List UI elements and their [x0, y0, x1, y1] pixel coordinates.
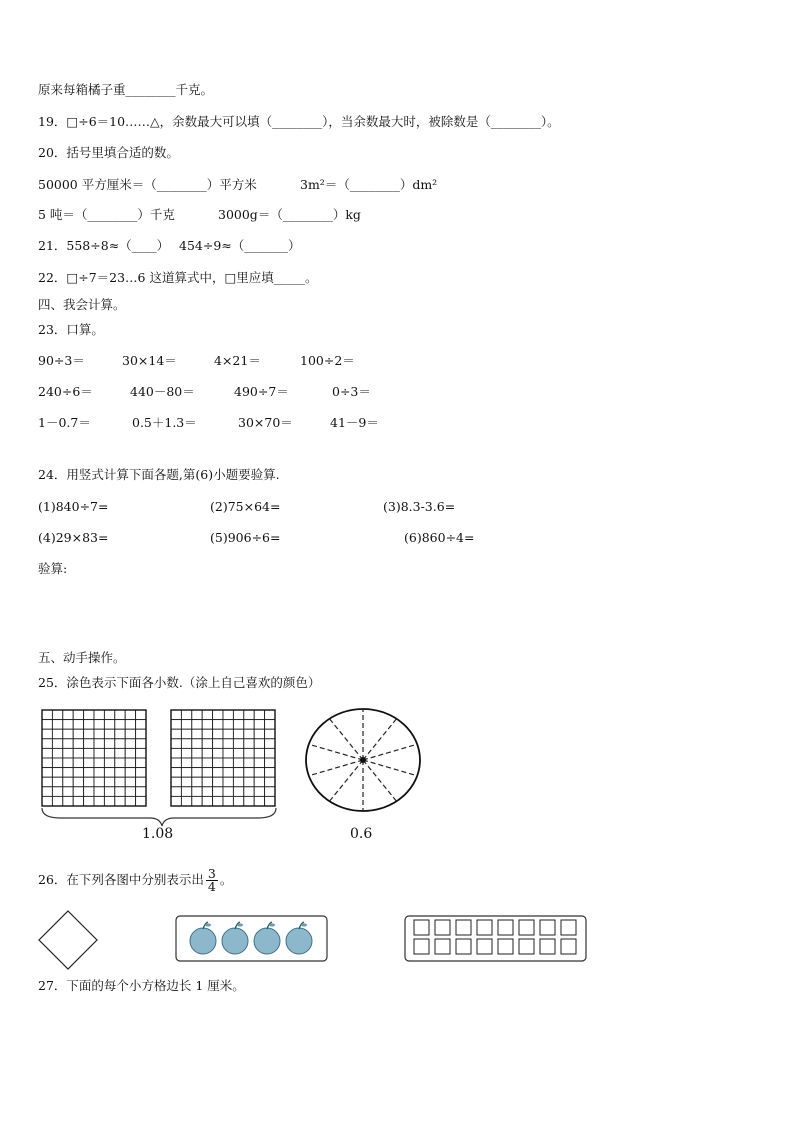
grid-cell[interactable]: [42, 777, 52, 787]
grid-cell[interactable]: [202, 720, 212, 730]
grid-cell[interactable]: [63, 796, 73, 806]
grid-cell[interactable]: [181, 748, 191, 758]
grid-cell[interactable]: [244, 777, 254, 787]
grid-cell[interactable]: [84, 777, 94, 787]
grid-cell[interactable]: [223, 796, 233, 806]
grid-cell[interactable]: [265, 787, 275, 797]
grid-cell[interactable]: [104, 768, 114, 778]
grid-cell[interactable]: [181, 729, 191, 739]
grid-cell[interactable]: [104, 748, 114, 758]
small-square[interactable]: [498, 920, 513, 935]
q23-r2c3: 490÷7＝: [234, 384, 289, 399]
grid-cell[interactable]: [233, 777, 243, 787]
grid-cell[interactable]: [42, 796, 52, 806]
small-square[interactable]: [456, 920, 471, 935]
small-square[interactable]: [456, 939, 471, 954]
grid-cell[interactable]: [254, 758, 264, 768]
grid-cell[interactable]: [254, 710, 264, 720]
q24-title: 24．用竖式计算下面各题,第(6)小题要验算.: [38, 467, 280, 482]
grid-cell[interactable]: [192, 777, 202, 787]
grid-cell[interactable]: [73, 710, 83, 720]
grid-cell[interactable]: [213, 768, 223, 778]
grid-cell[interactable]: [73, 748, 83, 758]
grid-cell[interactable]: [115, 710, 125, 720]
grid-cell[interactable]: [104, 796, 114, 806]
grid-cell[interactable]: [233, 768, 243, 778]
grid-cell[interactable]: [192, 768, 202, 778]
grid-cell[interactable]: [73, 768, 83, 778]
grid-cell[interactable]: [223, 758, 233, 768]
grid-cell[interactable]: [181, 768, 191, 778]
grid-cell[interactable]: [73, 758, 83, 768]
grid-cell[interactable]: [73, 720, 83, 730]
grid-cell[interactable]: [73, 777, 83, 787]
grid-cell[interactable]: [181, 758, 191, 768]
grid-cell[interactable]: [171, 758, 181, 768]
q23-r1c4: 100÷2＝: [300, 353, 355, 368]
grid-cell[interactable]: [202, 777, 212, 787]
small-square[interactable]: [519, 920, 534, 935]
q18-text: 原来每箱橘子重________千克。: [38, 82, 214, 97]
grid-cell[interactable]: [171, 796, 181, 806]
grid-cell[interactable]: [115, 787, 125, 797]
q23-r3c4: 41－9＝: [330, 415, 379, 430]
grid-cell[interactable]: [213, 710, 223, 720]
small-squares-box[interactable]: [404, 915, 588, 963]
q21-b: 454÷9≈（_______）: [179, 238, 301, 253]
q24-p3: (3)8.3-3.6=: [383, 499, 456, 514]
grid-cell[interactable]: [52, 739, 62, 749]
grid-cell[interactable]: [265, 739, 275, 749]
small-square[interactable]: [498, 939, 513, 954]
small-square[interactable]: [540, 939, 555, 954]
grid-cell[interactable]: [202, 796, 212, 806]
grid-cell[interactable]: [52, 729, 62, 739]
grid-value-label: 1.08: [142, 826, 174, 842]
q23-r2c1: 240÷6＝: [38, 384, 93, 399]
grid-cell[interactable]: [125, 739, 135, 749]
grid-cell[interactable]: [42, 739, 52, 749]
grid-cell[interactable]: [265, 768, 275, 778]
squares-box-border: [405, 916, 586, 961]
grid-cell[interactable]: [213, 739, 223, 749]
grid-cell[interactable]: [171, 748, 181, 758]
grid-cell[interactable]: [213, 796, 223, 806]
grid-cell[interactable]: [63, 739, 73, 749]
q22-text: 22．□÷7＝23…6 这道算式中，□里应填_____。: [38, 270, 318, 285]
grid-cell[interactable]: [94, 710, 104, 720]
q20-row1-b: 3m²＝（________）dm²: [300, 177, 438, 192]
grid-cell[interactable]: [63, 768, 73, 778]
grid-cell[interactable]: [42, 787, 52, 797]
grid-cell[interactable]: [42, 729, 52, 739]
q24-p6: (6)860÷4=: [404, 530, 475, 545]
circle-center-dot: [360, 757, 366, 763]
grid-cell[interactable]: [94, 748, 104, 758]
grid-cell[interactable]: [104, 710, 114, 720]
grid-cell[interactable]: [84, 720, 94, 730]
grid-cell[interactable]: [202, 758, 212, 768]
grid-cell[interactable]: [171, 777, 181, 787]
grid-cell[interactable]: [63, 710, 73, 720]
grid-cell[interactable]: [94, 729, 104, 739]
q23-r3c1: 1－0.7＝: [38, 415, 91, 430]
grid-cell[interactable]: [136, 777, 146, 787]
grid-cell[interactable]: [84, 768, 94, 778]
grid-cell[interactable]: [192, 796, 202, 806]
q20-row2-b: 3000g＝（________）kg: [218, 207, 361, 222]
grid-cell[interactable]: [233, 748, 243, 758]
grid-cell[interactable]: [52, 710, 62, 720]
grid-cell[interactable]: [223, 720, 233, 730]
small-square[interactable]: [540, 920, 555, 935]
grid-cell[interactable]: [223, 729, 233, 739]
grid-cell[interactable]: [94, 739, 104, 749]
grid-cell[interactable]: [115, 777, 125, 787]
grid-cell[interactable]: [84, 710, 94, 720]
grid-cell[interactable]: [202, 787, 212, 797]
q20-row2-a: 5 吨＝（________）千克: [38, 207, 175, 222]
grid-cell[interactable]: [244, 796, 254, 806]
grid-cell[interactable]: [223, 777, 233, 787]
grid-cell[interactable]: [171, 729, 181, 739]
grid-cell[interactable]: [115, 739, 125, 749]
grid-cell[interactable]: [265, 729, 275, 739]
grid-cell[interactable]: [265, 777, 275, 787]
grid-cell[interactable]: [104, 720, 114, 730]
grid-cell[interactable]: [213, 758, 223, 768]
grid-cell[interactable]: [213, 720, 223, 730]
q24-p2: (2)75×64=: [210, 499, 281, 514]
grid-cell[interactable]: [115, 758, 125, 768]
grid-cell[interactable]: [136, 758, 146, 768]
grid-cell[interactable]: [104, 787, 114, 797]
grid-cell[interactable]: [213, 729, 223, 739]
q25-title: 25．涂色表示下面各小数.（涂上自己喜欢的颜色）: [38, 675, 321, 690]
q23-r2c4: 0÷3＝: [332, 384, 371, 399]
diamond-shape[interactable]: [37, 909, 99, 971]
q23-r3c2: 0.5＋1.3＝: [132, 415, 197, 430]
grid-cell[interactable]: [42, 768, 52, 778]
grid-cell[interactable]: [52, 777, 62, 787]
grid-cell[interactable]: [181, 720, 191, 730]
grid-cell[interactable]: [254, 720, 264, 730]
grid-cell[interactable]: [104, 777, 114, 787]
grid-cell[interactable]: [233, 787, 243, 797]
grid-cell[interactable]: [233, 720, 243, 730]
grid-cell[interactable]: [244, 768, 254, 778]
grid-cell[interactable]: [125, 796, 135, 806]
fraction-numerator: 3: [207, 866, 216, 881]
grid-cell[interactable]: [115, 796, 125, 806]
section5-heading: 五、动手操作。: [38, 650, 126, 665]
fraction-denominator: 4: [207, 879, 216, 894]
grid-cell[interactable]: [52, 796, 62, 806]
grid-cell[interactable]: [254, 748, 264, 758]
grid-cell[interactable]: [73, 729, 83, 739]
grid-cell[interactable]: [52, 748, 62, 758]
grid-cell[interactable]: [63, 748, 73, 758]
circle-value-label: 0.6: [350, 826, 373, 842]
grid-cell[interactable]: [63, 720, 73, 730]
grid-cell[interactable]: [63, 787, 73, 797]
q23-r3c3: 30×70＝: [238, 415, 293, 430]
grid-cell[interactable]: [63, 777, 73, 787]
grid-cell[interactable]: [265, 710, 275, 720]
grid-cell[interactable]: [94, 768, 104, 778]
q21-a: 21．558÷8≈（____）: [38, 238, 170, 253]
grid-cell[interactable]: [94, 758, 104, 768]
grid-cell[interactable]: [233, 758, 243, 768]
grid-cell[interactable]: [202, 710, 212, 720]
small-square[interactable]: [477, 939, 492, 954]
grid-cell[interactable]: [181, 796, 191, 806]
grid-cell[interactable]: [265, 758, 275, 768]
grid-cell[interactable]: [244, 710, 254, 720]
q26-prefix: 26．在下列各图中分别表示出: [38, 872, 204, 887]
grid-cell[interactable]: [73, 796, 83, 806]
grid-cell[interactable]: [125, 787, 135, 797]
grid-cell[interactable]: [244, 758, 254, 768]
grid-cell[interactable]: [213, 777, 223, 787]
small-square[interactable]: [477, 920, 492, 935]
divided-circle[interactable]: [303, 706, 423, 814]
q23-r2c2: 440－80＝: [130, 384, 195, 399]
grid-cell[interactable]: [202, 729, 212, 739]
grid-cell[interactable]: [233, 729, 243, 739]
grid-cell[interactable]: [84, 796, 94, 806]
grid-cell[interactable]: [94, 777, 104, 787]
grid-cell[interactable]: [192, 720, 202, 730]
grid-cell[interactable]: [171, 739, 181, 749]
grid-cell[interactable]: [254, 777, 264, 787]
grid-cell[interactable]: [136, 796, 146, 806]
q23-r1c3: 4×21＝: [214, 353, 261, 368]
grid-cell[interactable]: [254, 729, 264, 739]
grid-cell[interactable]: [115, 720, 125, 730]
grid-cell[interactable]: [202, 748, 212, 758]
q24-p1: (1)840÷7=: [38, 499, 109, 514]
grid-cell[interactable]: [171, 787, 181, 797]
grid-cell[interactable]: [115, 729, 125, 739]
q23-title: 23．口算。: [38, 322, 104, 337]
grid-cell[interactable]: [181, 787, 191, 797]
grid-cell[interactable]: [52, 720, 62, 730]
grid-cell[interactable]: [104, 729, 114, 739]
hundred-grid-2[interactable]: [170, 709, 276, 807]
grid-cell[interactable]: [84, 758, 94, 768]
small-square[interactable]: [435, 939, 450, 954]
grid-cell[interactable]: [192, 748, 202, 758]
grid-cell[interactable]: [223, 710, 233, 720]
grid-cell[interactable]: [265, 796, 275, 806]
grid-cell[interactable]: [42, 758, 52, 768]
grid-cell[interactable]: [254, 739, 264, 749]
grid-cell[interactable]: [125, 720, 135, 730]
grid-cell[interactable]: [192, 787, 202, 797]
grid-cell[interactable]: [213, 787, 223, 797]
grid-cell[interactable]: [244, 720, 254, 730]
grid-cell[interactable]: [136, 768, 146, 778]
q23-r1c1: 90÷3＝: [38, 353, 85, 368]
grid-cell[interactable]: [171, 720, 181, 730]
small-square[interactable]: [561, 920, 576, 935]
grid-cell[interactable]: [192, 710, 202, 720]
q24-p5: (5)906÷6=: [210, 530, 281, 545]
grid-cell[interactable]: [244, 787, 254, 797]
grid-cell[interactable]: [94, 720, 104, 730]
grid-cell[interactable]: [244, 739, 254, 749]
grid-cell[interactable]: [94, 787, 104, 797]
small-square[interactable]: [435, 920, 450, 935]
grid-cell[interactable]: [136, 739, 146, 749]
grid-cell[interactable]: [244, 748, 254, 758]
grid-brace: [40, 806, 280, 828]
grid-cell[interactable]: [84, 739, 94, 749]
grid-cell[interactable]: [84, 729, 94, 739]
q24-p4: (4)29×83=: [38, 530, 109, 545]
grid-cell[interactable]: [125, 710, 135, 720]
grid-cell[interactable]: [233, 796, 243, 806]
grid-cell[interactable]: [223, 748, 233, 758]
grid-cell[interactable]: [233, 710, 243, 720]
grid-cell[interactable]: [202, 768, 212, 778]
q26-suffix: 。: [219, 872, 233, 887]
q26-text: [38, 868, 232, 893]
grid-cell[interactable]: [181, 777, 191, 787]
small-square[interactable]: [414, 920, 429, 935]
grid-cell[interactable]: [171, 768, 181, 778]
apple-group-box[interactable]: [175, 915, 329, 963]
fraction: [206, 868, 218, 893]
grid-cell[interactable]: [73, 739, 83, 749]
grid-cell[interactable]: [115, 748, 125, 758]
grid-cell[interactable]: [265, 748, 275, 758]
grid-cell[interactable]: [42, 720, 52, 730]
grid-cell[interactable]: [125, 758, 135, 768]
grid-cell[interactable]: [63, 758, 73, 768]
grid-cell[interactable]: [42, 748, 52, 758]
grid-cell[interactable]: [125, 777, 135, 787]
grid-cell[interactable]: [52, 787, 62, 797]
grid-cell[interactable]: [42, 710, 52, 720]
grid-cell[interactable]: [52, 768, 62, 778]
grid-cell[interactable]: [254, 768, 264, 778]
grid-cell[interactable]: [73, 787, 83, 797]
q24-check-label: 验算:: [38, 561, 68, 576]
grid-cell[interactable]: [104, 758, 114, 768]
q20-title: 20．括号里填合适的数。: [38, 145, 179, 160]
grid-cell[interactable]: [52, 758, 62, 768]
grid-cell[interactable]: [136, 710, 146, 720]
grid-cell[interactable]: [213, 748, 223, 758]
q20-row1-a: 50000 平方厘米＝（________）平方米: [38, 177, 257, 192]
grid-cell[interactable]: [233, 739, 243, 749]
grid-cell[interactable]: [254, 787, 264, 797]
q27-text: 27．下面的每个小方格边长 1 厘米。: [38, 978, 245, 993]
grid-cell[interactable]: [104, 739, 114, 749]
grid-cell[interactable]: [125, 748, 135, 758]
grid-cell[interactable]: [115, 768, 125, 778]
grid-cell[interactable]: [192, 729, 202, 739]
grid-cell[interactable]: [136, 748, 146, 758]
small-square[interactable]: [414, 939, 429, 954]
grid-cell[interactable]: [171, 710, 181, 720]
grid-cell[interactable]: [265, 720, 275, 730]
grid-cell[interactable]: [223, 787, 233, 797]
grid-cell[interactable]: [181, 739, 191, 749]
grid-cell[interactable]: [84, 787, 94, 797]
hundred-grid-1[interactable]: [41, 709, 147, 807]
grid-cell[interactable]: [244, 729, 254, 739]
grid-cell[interactable]: [254, 796, 264, 806]
grid-cell[interactable]: [136, 729, 146, 739]
grid-cell[interactable]: [202, 739, 212, 749]
q19-text: 19．□÷6＝10……△，余数最大可以填（________），当余数最大时，被除数是（________）。: [38, 114, 560, 129]
grid-cell[interactable]: [223, 768, 233, 778]
q23-r1c2: 30×14＝: [122, 353, 177, 368]
grid-cell[interactable]: [125, 729, 135, 739]
grid-cell[interactable]: [125, 768, 135, 778]
grid-cell[interactable]: [136, 720, 146, 730]
small-square[interactable]: [561, 939, 576, 954]
grid-cell[interactable]: [84, 748, 94, 758]
grid-cell[interactable]: [94, 796, 104, 806]
section4-heading: 四、我会计算。: [38, 297, 126, 312]
grid-cell[interactable]: [192, 758, 202, 768]
small-square[interactable]: [519, 939, 534, 954]
grid-cell[interactable]: [181, 710, 191, 720]
grid-cell[interactable]: [63, 729, 73, 739]
grid-cell[interactable]: [223, 739, 233, 749]
grid-cell[interactable]: [192, 739, 202, 749]
grid-cell[interactable]: [136, 787, 146, 797]
